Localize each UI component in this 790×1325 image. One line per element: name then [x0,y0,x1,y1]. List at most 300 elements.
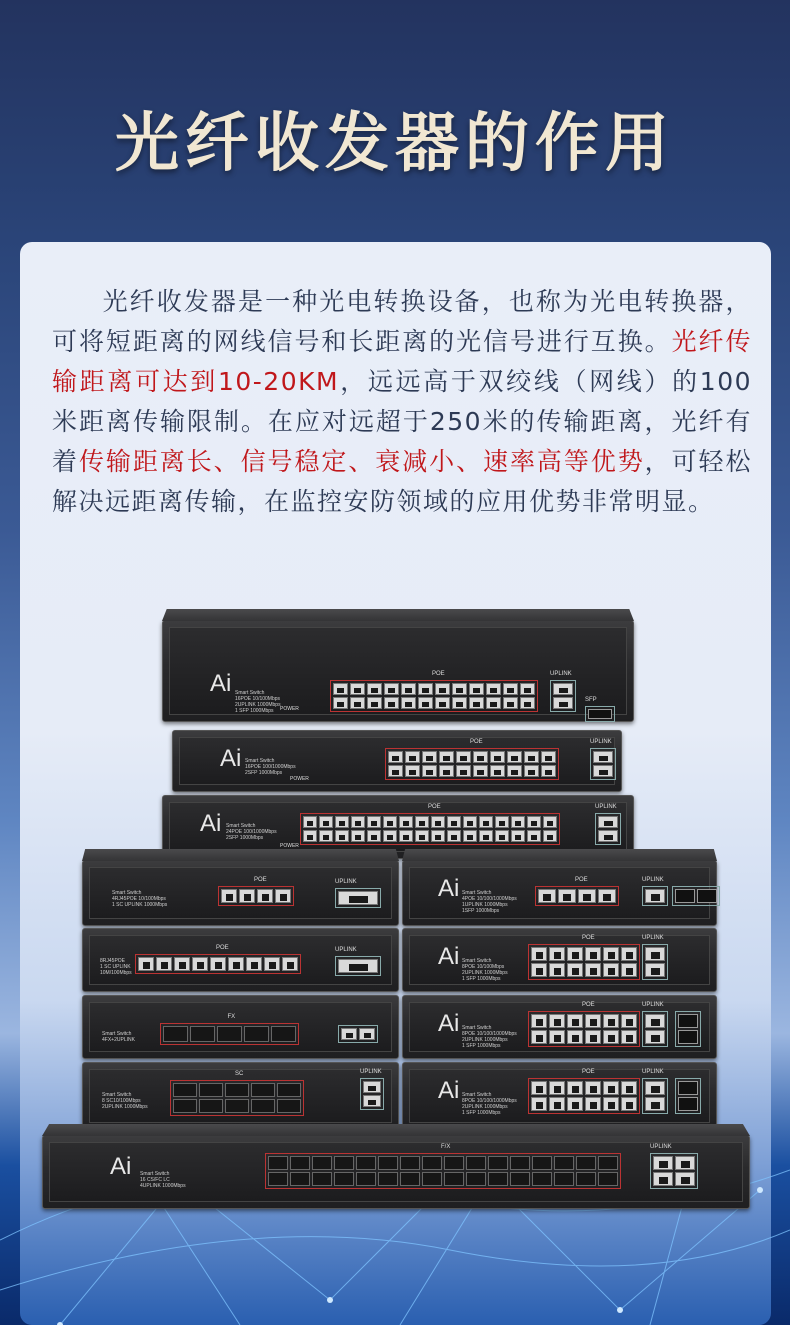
device-top-panel [162,609,634,621]
rj45-port [549,1030,565,1044]
rj45-port [621,1014,637,1028]
rj45-port [585,947,601,961]
rj45-port [174,957,190,971]
rj45-port [456,751,471,763]
fiber-port [199,1099,223,1113]
port-grid [135,954,301,974]
rj45-port [338,959,378,973]
logo-text: Ai [110,1153,132,1180]
rj45-port [531,963,547,977]
fiber-port [251,1083,275,1097]
spec-line: Smart Switch [462,1025,492,1031]
port-grid [595,813,621,845]
fiber-port [277,1083,301,1097]
uplink-label: UPLINK [360,1069,382,1075]
rj45-port [363,1081,381,1093]
rj45-port [524,765,539,777]
spec-label [462,958,508,982]
fiber-port [444,1172,464,1186]
spec-line: 8 SC10/100Mbps [102,1098,141,1104]
rj45-port [541,765,556,777]
rj45-port [490,765,505,777]
spec-line: Smart Switch [462,890,492,896]
poe-label: POE [432,671,445,677]
device-front-panel [179,737,615,785]
spec-line: Smart Switch [226,823,256,829]
rj45-port [479,830,493,842]
page-title: 光纤收发器的作用 [115,107,675,181]
uplink-label: UPLINK [335,879,357,885]
switch-device [82,860,399,926]
uplink-label: UPLINK [642,1002,664,1008]
rj45-port [585,1097,601,1111]
fiber-port [290,1156,310,1170]
spec-line: 1 SFP 1000Mbps [462,1043,501,1049]
rj45-port [350,697,365,709]
rj45-port [418,683,433,695]
rj45-port [567,947,583,961]
fiber-port [576,1156,596,1170]
rj45-port [531,1030,547,1044]
fiber-port [217,1026,242,1042]
fiber-port [290,1172,310,1186]
fiber-port [554,1172,574,1186]
logo-text: Ai [438,1010,460,1037]
fiber-port [466,1172,486,1186]
fiber-port [225,1083,249,1097]
fiber-port [277,1099,301,1113]
rj45-port [585,1030,601,1044]
rj45-port [585,1014,601,1028]
spec-label [462,890,517,914]
rj45-port [303,830,317,842]
fiber-port [356,1172,376,1186]
fiber-port [488,1172,508,1186]
brand-logo [438,943,459,971]
rj45-port [447,816,461,828]
rj45-port [585,963,601,977]
switch-device [82,928,399,992]
fiber-port [334,1156,354,1170]
fiber-port [576,1172,596,1186]
uplink-label: UPLINK [590,739,612,745]
fiber-port [598,1156,618,1170]
port-grid [528,1011,640,1047]
rj45-port [192,957,208,971]
rj45-port [645,1081,665,1095]
port-grid [528,944,640,980]
spec-line: Smart Switch [102,1031,132,1037]
spec-line: 4POE 10/100/1000Mbps [462,896,517,902]
spec-line: Smart Switch [102,1092,132,1098]
rj45-port [531,1014,547,1028]
rj45-port [341,1028,357,1040]
rj45-port [503,697,518,709]
rj45-port [549,1097,565,1111]
rj45-port [456,765,471,777]
device-front-panel [409,1069,710,1123]
logo-text: Ai [200,810,222,837]
rj45-port [603,1014,619,1028]
spec-label [112,890,167,908]
poe-label: POE [470,739,483,745]
logo-text: Ai [438,943,460,970]
fiber-label: SC [235,1071,244,1077]
device-front-panel [89,1069,392,1123]
rj45-port [621,1081,637,1095]
rj45-port [603,1030,619,1044]
fiber-port [554,1156,574,1170]
spec-line: 4RJ45POE 10/100Mbps [112,896,166,902]
rj45-port [384,697,399,709]
poe-label: POE [254,877,267,883]
rj45-port [549,1014,565,1028]
rj45-port [435,683,450,695]
spec-line: Smart Switch [462,1092,492,1098]
brand-logo [210,670,231,698]
rj45-port [603,1081,619,1095]
rj45-port [156,957,172,971]
sfp-port [588,709,612,719]
intro-paragraph [52,282,752,522]
rj45-port [210,957,226,971]
rj45-port [645,889,665,903]
rj45-port [264,957,280,971]
rj45-port [567,963,583,977]
rj45-port [486,697,501,709]
rj45-port [520,697,535,709]
rj45-port [335,816,349,828]
rj45-port [469,683,484,695]
spec-line: 1SFP 1000Mbps [462,908,500,914]
device-top-panel [402,849,717,861]
rj45-port [621,947,637,961]
rj45-port [452,697,467,709]
rj45-port [399,816,413,828]
rj45-port [653,1172,673,1186]
rj45-port [490,751,505,763]
logo-text: Ai [438,875,460,902]
device-front-panel [169,802,627,852]
rj45-port [431,830,445,842]
fiber-port [400,1156,420,1170]
rj45-port [351,830,365,842]
rj45-port [495,830,509,842]
rj45-port [527,816,541,828]
fiber-port [400,1172,420,1186]
spec-line: 2UPLINK 1000Mbps [462,1037,508,1043]
rj45-port [553,683,573,695]
rj45-port [282,957,298,971]
rj45-port [319,830,333,842]
port-grid [550,680,576,712]
spec-line: 4FX+2UPLINK [102,1037,135,1043]
device-front-panel [49,1142,743,1202]
fiber-port [422,1156,442,1170]
rj45-port [383,816,397,828]
rj45-port [473,765,488,777]
brand-logo [200,810,221,838]
rj45-port [415,816,429,828]
spec-line: 8POE 10/100Mbps [462,964,505,970]
rj45-port [645,1030,665,1044]
fiber-port [268,1172,288,1186]
spec-line: Smart Switch [235,690,265,696]
port-grid [672,886,720,906]
rj45-port [531,1097,547,1111]
rj45-port [598,816,618,828]
rj45-port [479,816,493,828]
rj45-port [603,963,619,977]
fiber-port [598,1172,618,1186]
rj45-port [383,830,397,842]
spec-label [245,758,296,776]
device-front-panel [409,1002,710,1052]
spec-line: 16POE 10/100Mbps [235,696,281,702]
uplink-label: UPLINK [550,671,572,677]
uplink-label: UPLINK [642,1069,664,1075]
uplink-label: UPLINK [335,947,357,953]
rj45-port [520,683,535,695]
spec-line: 8POE 10/100/1000Mbps [462,1098,517,1104]
rj45-port [621,1030,637,1044]
spec-line: 4UPLINK 1000Mbps [140,1183,186,1189]
device-front-panel [409,935,710,985]
port-grid [642,1078,668,1114]
sfp-port [675,889,695,903]
rj45-port [275,889,291,903]
spec-line: 24POE 100/1000Mbps [226,829,277,835]
rj45-port [367,683,382,695]
rj45-port [593,765,613,777]
rj45-port [384,683,399,695]
rj45-port [338,891,378,905]
logo-text: Ai [438,1077,460,1104]
rj45-port [567,1014,583,1028]
fiber-port [271,1026,296,1042]
rj45-port [367,697,382,709]
rj45-port [645,1097,665,1111]
spec-line: Smart Switch [245,758,275,764]
fiber-port [251,1099,275,1113]
device-front-panel [89,935,392,985]
uplink-label: UPLINK [642,877,664,883]
fiber-port [422,1172,442,1186]
rj45-port [335,830,349,842]
fiber-port [163,1026,188,1042]
port-grid [642,886,668,906]
port-grid [642,1011,668,1047]
rj45-port [435,697,450,709]
port-grid [642,944,668,980]
spec-line: 1 SFP 1000Mbps [462,1110,501,1116]
rj45-port [567,1081,583,1095]
port-grid [360,1078,384,1110]
device-top-panel [42,1124,750,1136]
spec-line: 10M/100Mbps [100,970,132,976]
port-grid [338,1025,378,1043]
switch-device [402,860,717,926]
spec-line: 16 CS/FC LC [140,1177,170,1183]
switch-device [402,1062,717,1130]
spec-line: 2UPLINK 1000Mbps [462,970,508,976]
port-grid [218,886,294,906]
rj45-port [367,816,381,828]
poe-label: POE [582,935,595,941]
rj45-port [621,1097,637,1111]
rj45-port [463,830,477,842]
rj45-port [351,816,365,828]
logo-text: Ai [210,670,232,697]
spec-label [462,1092,517,1116]
rj45-port [527,830,541,842]
fiber-port [532,1156,552,1170]
port-grid [335,888,381,908]
rj45-port [543,816,557,828]
spec-line: 1UPLINK 1000Mbps [462,902,508,908]
rj45-port [447,830,461,842]
spec-line: 1 SFP 1000Mbps [235,708,274,714]
fiber-label: F/X [441,1144,451,1150]
spec-label [100,958,132,976]
rj45-port [469,697,484,709]
port-grid [650,1153,698,1189]
poe-label: POE [582,1002,595,1008]
rj45-port [405,751,420,763]
para-text-3: ，可轻松解决远距离传输，在监控安防领域的应用优势非常明显。 [52,447,752,516]
spec-label [102,1031,135,1043]
rj45-port [405,765,420,777]
rj45-port [603,1097,619,1111]
power-label: POWER [290,776,309,782]
port-grid [170,1080,304,1116]
port-grid [528,1078,640,1114]
para-text-1: 光纤收发器是一种光电转换设备，也称为光电转换器，可将短距离的网线信号和长距离的光信号进行互换。 [52,287,752,356]
spec-label [235,690,281,714]
device-front-panel [89,867,392,919]
rj45-port [543,830,557,842]
port-grid [535,886,619,906]
port-grid [300,813,560,845]
highlight-distance: 光纤传输距离可达到10-20KM [52,327,752,396]
spec-line: 1 SC UPLINK [100,964,131,970]
rj45-port [367,830,381,842]
rj45-port [585,1081,601,1095]
fiber-port [532,1172,552,1186]
fiber-port [268,1156,288,1170]
rj45-port [531,1081,547,1095]
power-label: POWER [280,843,299,849]
rj45-port [645,1014,665,1028]
device-front-panel [89,1002,392,1052]
port-grid [335,956,381,976]
rj45-port [507,751,522,763]
port-grid [265,1153,621,1189]
sfp-label: SFP [585,697,597,703]
spec-line: 2SFP 1000Mbps [245,770,283,776]
rj45-port [511,830,525,842]
switch-device [172,730,622,792]
rj45-port [333,683,348,695]
poe-label: POE [216,945,229,951]
switch-device [42,1135,750,1209]
fiber-port [225,1099,249,1113]
rj45-port [486,683,501,695]
brand-logo [110,1153,131,1181]
rj45-port [431,816,445,828]
port-grid [385,748,559,780]
fiber-port [190,1026,215,1042]
brand-logo [220,745,241,773]
rj45-port [549,963,565,977]
sfp-port [678,1014,698,1028]
port-grid [675,1011,701,1047]
device-top-panel [82,849,399,861]
rj45-port [511,816,525,828]
fiber-port [356,1156,376,1170]
rj45-port [653,1156,673,1170]
rj45-port [549,947,565,961]
fiber-label: FX [227,1014,236,1020]
switch-device [402,928,717,992]
spec-label [140,1171,186,1189]
poe-label: POE [428,804,441,810]
switch-device [82,1062,399,1130]
device-front-panel [169,627,627,715]
rj45-port [388,751,403,763]
port-grid [160,1023,299,1045]
rj45-port [401,683,416,695]
rj45-port [452,683,467,695]
rj45-port [553,697,573,709]
rj45-port [399,830,413,842]
sfp-port [678,1081,698,1095]
fiber-port [334,1172,354,1186]
spec-line: 1 SFP 1000Mbps [462,976,501,982]
port-grid [675,1078,701,1114]
spec-line: Smart Switch [112,890,142,896]
rj45-port [439,751,454,763]
fiber-port [510,1172,530,1186]
rj45-port [541,751,556,763]
port-grid [585,706,615,722]
sfp-port [678,1030,698,1044]
rj45-port [524,751,539,763]
rj45-port [549,1081,565,1095]
uplink-label: UPLINK [642,935,664,941]
highlight-advantages: 传输距离长、信号稳定、衰减小、速率高等优势 [78,447,645,476]
rj45-port [645,963,665,977]
rj45-port [598,889,616,903]
para-text-2: ，远远高于双绞线（网线）的100米距离传输限制。在应对远超于250米的传输距离，光纤有着 [52,367,753,476]
rj45-port [303,816,317,828]
rj45-port [246,957,262,971]
sfp-port [678,1097,698,1111]
rj45-port [463,816,477,828]
fiber-port [173,1083,197,1097]
spec-label [102,1092,148,1110]
device-front-panel [409,867,710,919]
spec-line: 2UPLINK 1000Mbps [102,1104,148,1110]
spec-label [462,1025,517,1049]
sfp-port [697,889,717,903]
fiber-port [173,1099,197,1113]
rj45-port [603,947,619,961]
brand-logo [438,1010,459,1038]
rj45-port [473,751,488,763]
port-grid [330,680,538,712]
spec-line: 1 SC UPLINK 1000Mbps [112,902,168,908]
